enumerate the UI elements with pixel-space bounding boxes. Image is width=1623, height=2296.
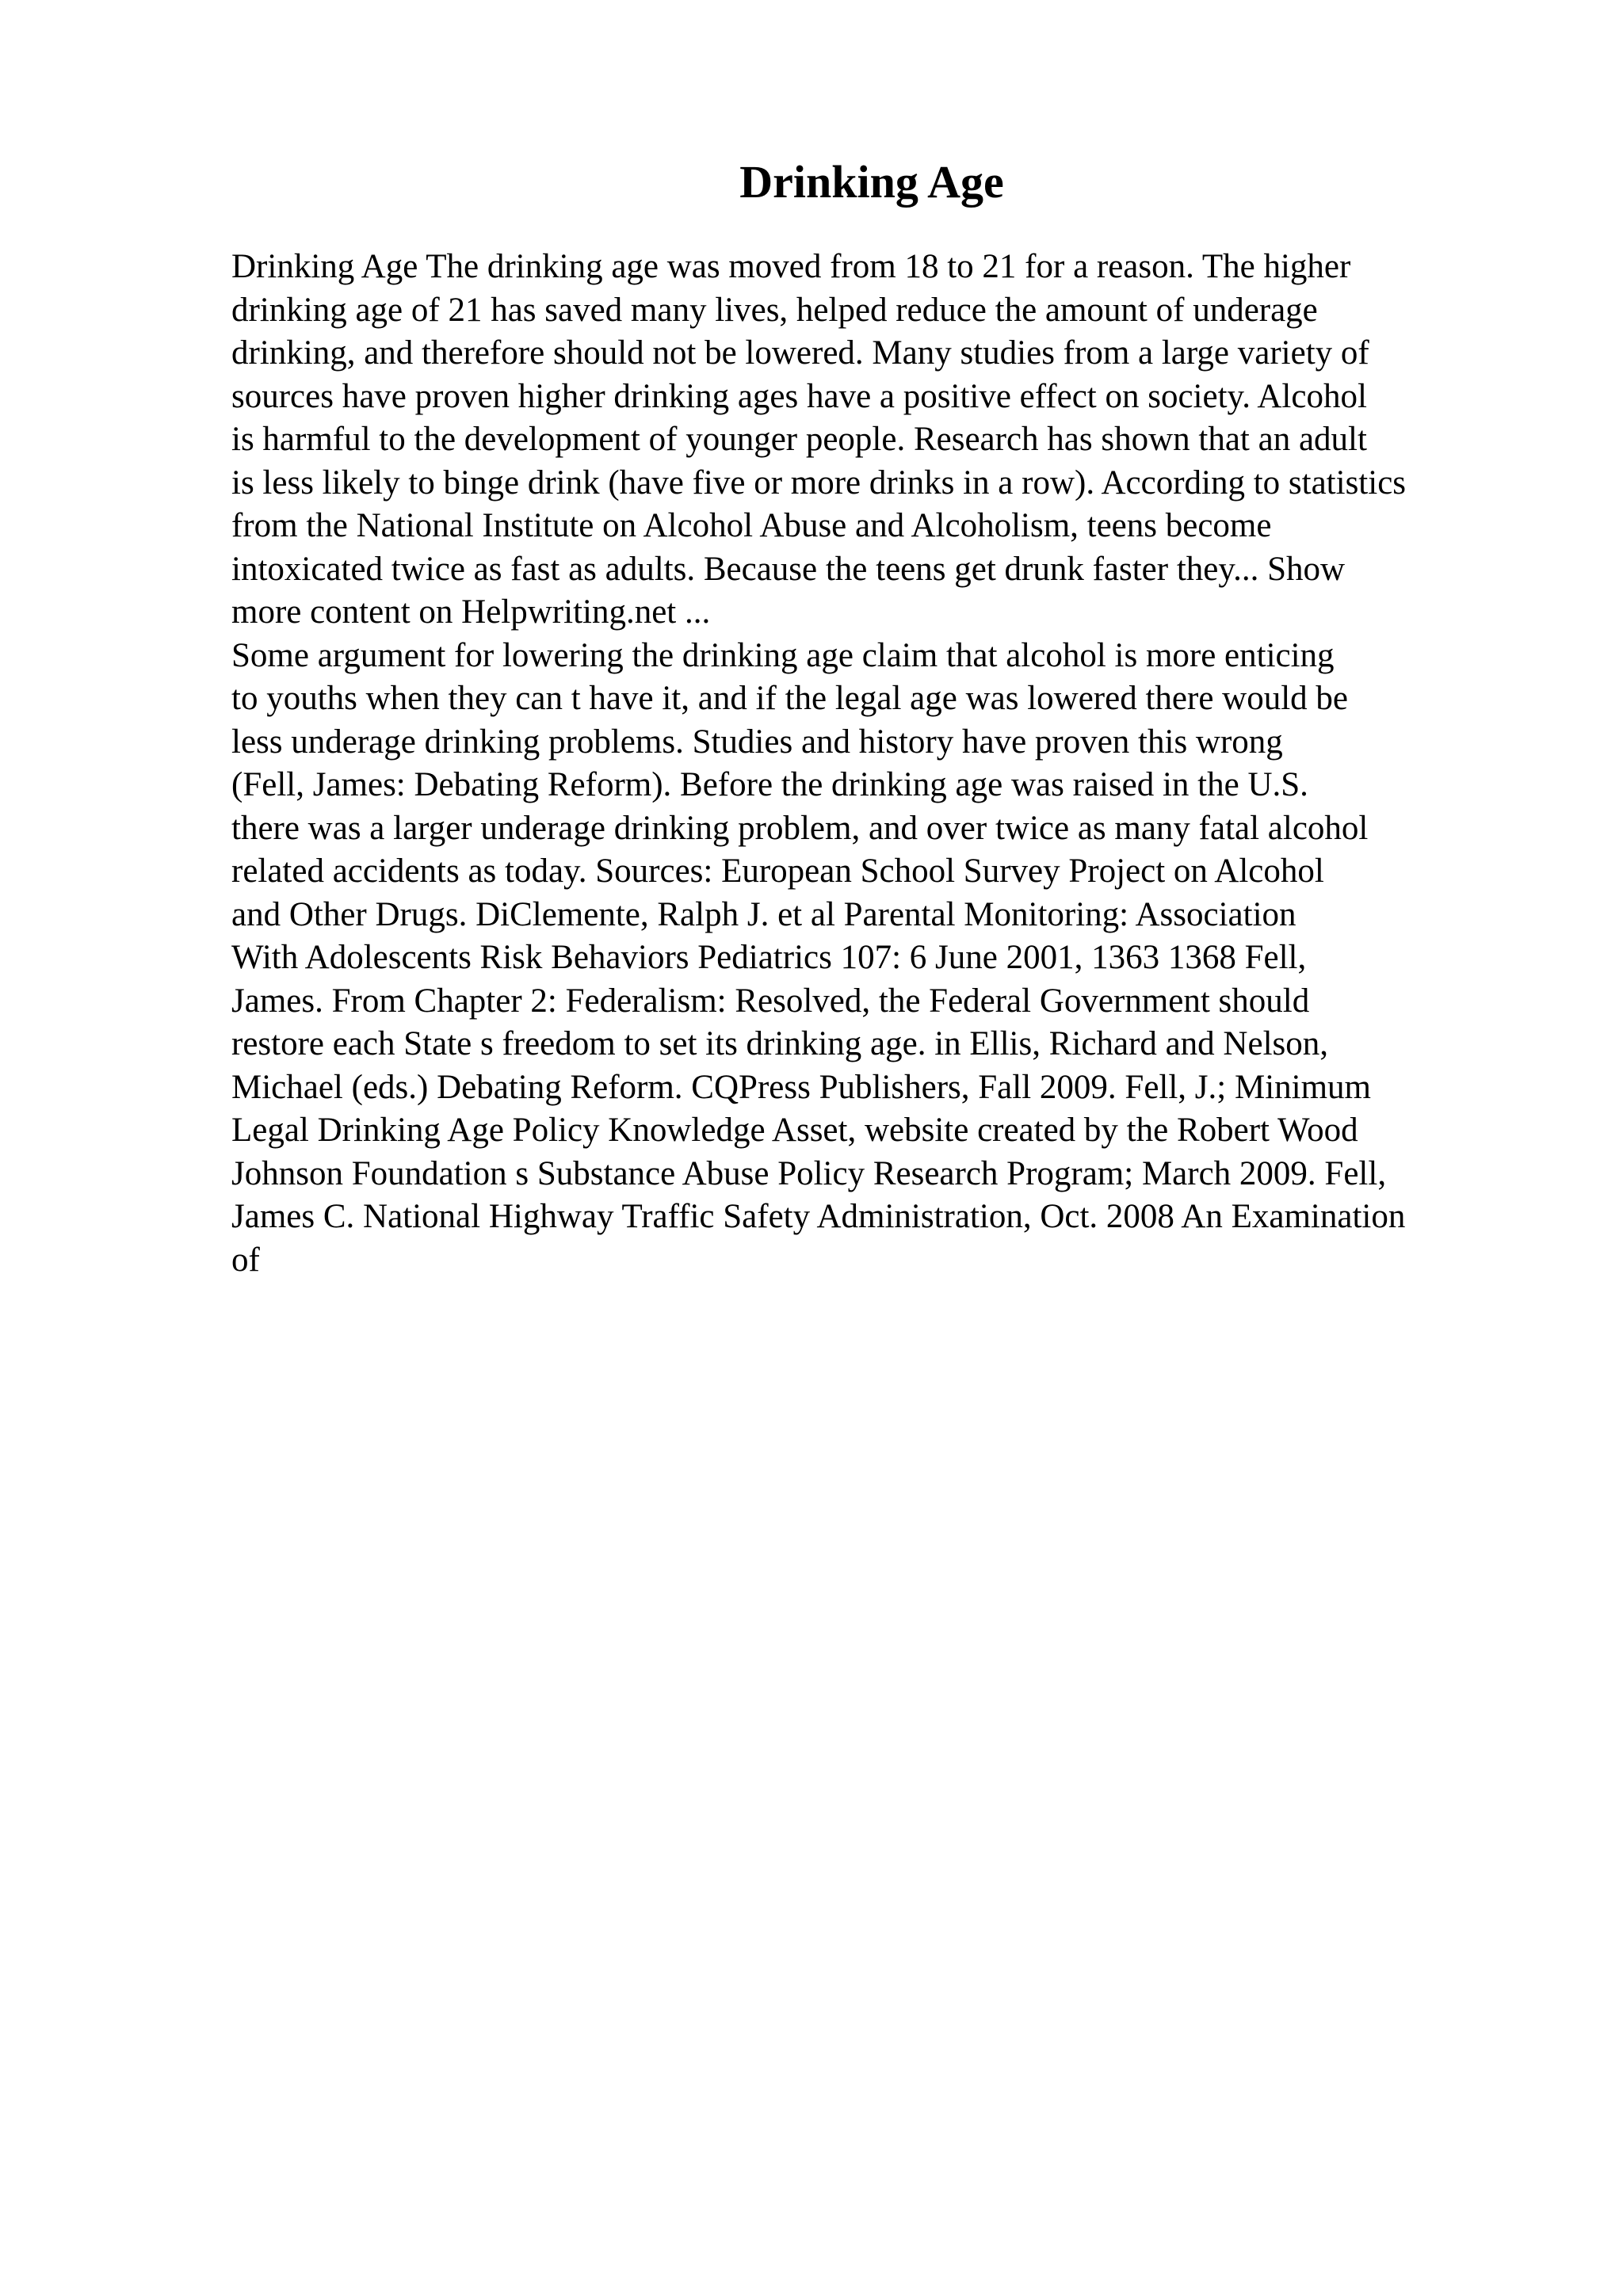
body-line: is less likely to binge drink (have five or more drinks in a row). According to statistics [231, 463, 1407, 502]
body-line: of [231, 1241, 260, 1279]
body-line: (Fell, James: Debating Reform). Before the drinking age was raised in the U.S. [231, 766, 1308, 803]
body-line: Legal Drinking Age Policy Knowledge Asset, website created by the Robert Wood [231, 1112, 1358, 1149]
body-line: Drinking Age The drinking age was moved from 18 to 21 for a reason. The higher [231, 248, 1351, 285]
body-line: James. From Chapter 2: Federalism: Resolved, the Federal Government should [231, 982, 1310, 1020]
body-line: there was a larger underage drinking problem, and over twice as many fatal alcohol [231, 809, 1369, 847]
body-line: sources have proven higher drinking ages have a positive effect on society. Alcohol [231, 377, 1367, 415]
body-line: James C. National Highway Traffic Safety Administration, Oct. 2008 An Examination [231, 1198, 1406, 1235]
body-line: With Adolescents Risk Behaviors Pediatrics 107: 6 June 2001, 1363 1368 Fell, [231, 939, 1307, 976]
body-line: intoxicated twice as fast as adults. Because the teens get drunk faster they... Show [231, 550, 1346, 588]
body-line: Johnson Foundation s Substance Abuse Policy Research Program; March 2009. Fell, [231, 1154, 1387, 1192]
document-title: Drinking Age [739, 156, 1004, 208]
body-line: less underage drinking problems. Studies and history have proven this wrong [231, 723, 1283, 761]
body-line: drinking age of 21 has saved many lives, helped reduce the amount of underage [231, 291, 1318, 329]
body-line: restore each State s freedom to set its drinking age. in Ellis, Richard and Nelson, [231, 1025, 1328, 1062]
body-line: related accidents as today. Sources: European School Survey Project on Alcohol [231, 852, 1324, 890]
document-body [231, 246, 1531, 1282]
body-line: more content on Helpwriting.net ... [231, 593, 711, 631]
body-line: and Other Drugs. DiClemente, Ralph J. et al Parental Monitoring: Association [231, 895, 1296, 933]
body-line: Michael (eds.) Debating Reform. CQPress Publishers, Fall 2009. Fell, J.; Minimum [231, 1068, 1372, 1106]
body-line: Some argument for lowering the drinking age claim that alcohol is more enticing [231, 636, 1335, 674]
body-line: is harmful to the development of younger people. Research has shown that an adult [231, 421, 1367, 458]
body-line: to youths when they can t have it, and if the legal age was lowered there would be [231, 680, 1348, 717]
body-line: from the National Institute on Alcohol Abuse and Alcoholism, teens become [231, 507, 1272, 544]
body-line: drinking, and therefore should not be lowered. Many studies from a large variety of [231, 334, 1369, 372]
